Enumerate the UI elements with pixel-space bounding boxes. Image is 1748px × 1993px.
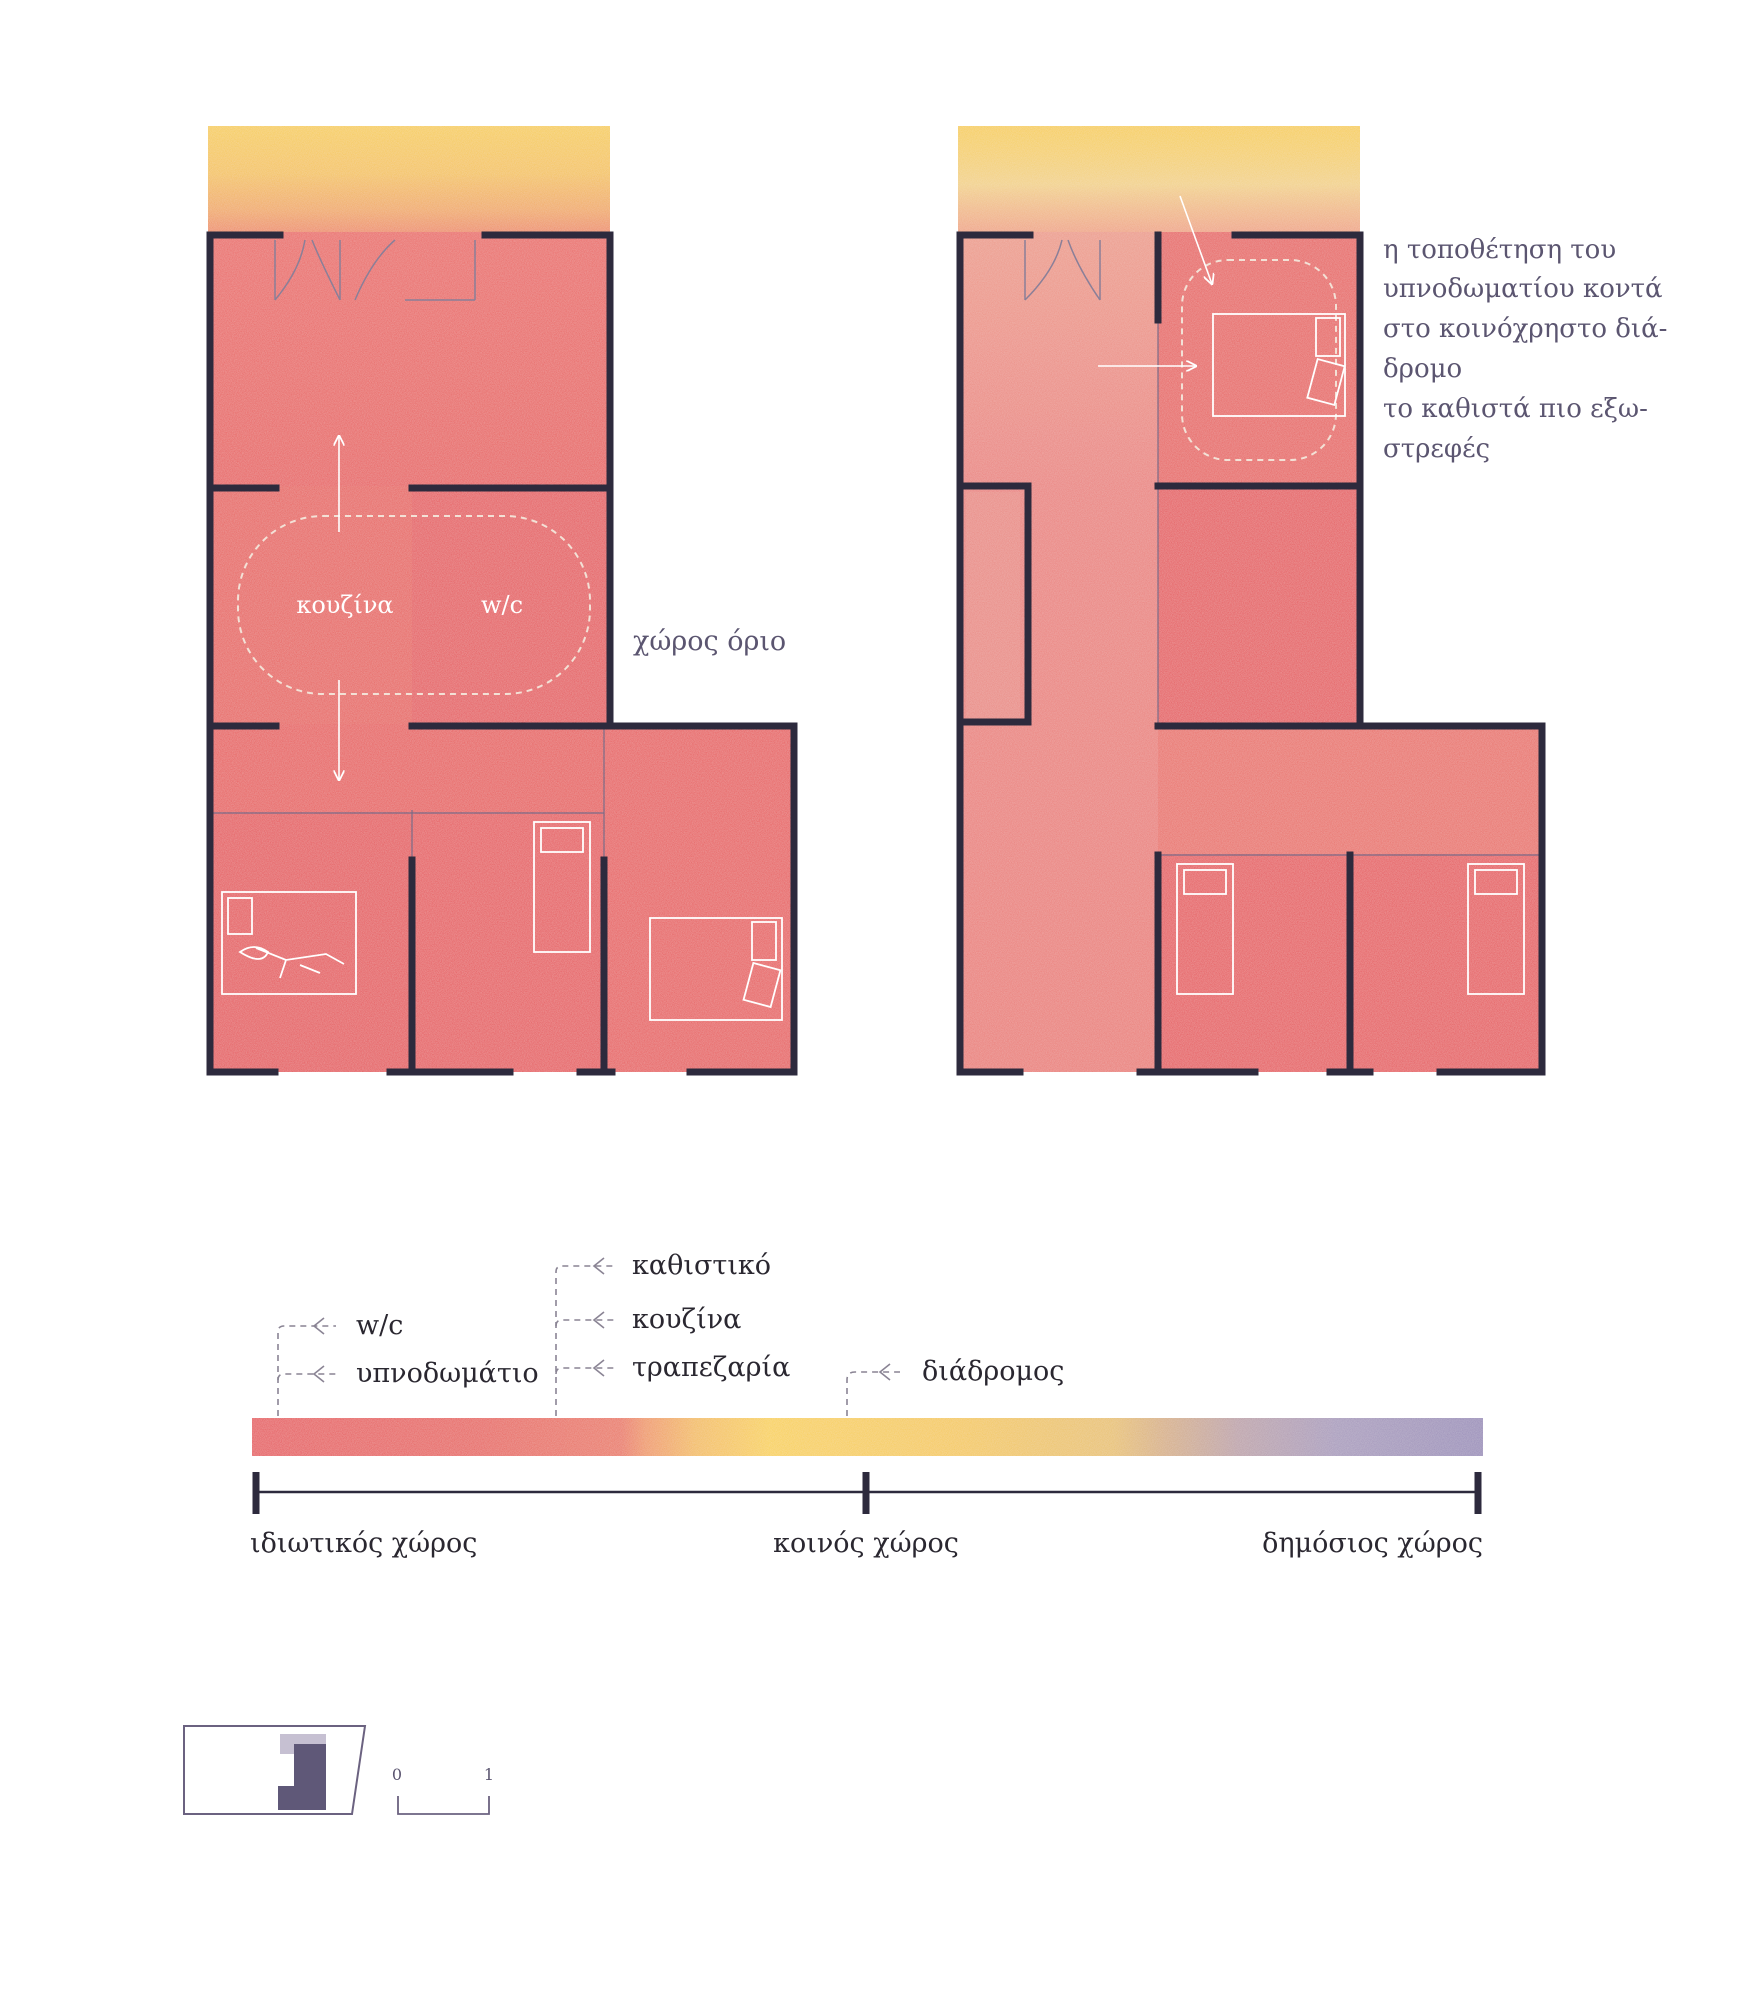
scale-end: 1	[483, 1765, 495, 1784]
floor-plan-right	[958, 126, 1667, 1072]
callout-leaders	[278, 1266, 900, 1416]
callout-living: καθιστικό	[632, 1250, 772, 1281]
room-mid-right	[1158, 486, 1360, 726]
living-room-left	[208, 232, 610, 486]
bedroom-a-right	[1158, 854, 1350, 1072]
privacy-scale-axis	[256, 1472, 1478, 1514]
building-shape	[278, 1786, 298, 1810]
porch-right	[958, 126, 1360, 232]
floor-plan-left	[208, 126, 794, 1072]
scale-label-public: δημόσιος χώρος	[1262, 1528, 1483, 1559]
bedroom-a-left	[208, 812, 412, 1072]
scale-label-private: ιδιωτικός χώρος	[250, 1528, 478, 1559]
porch-left	[208, 126, 610, 232]
threshold-label: χώρος όριο	[633, 626, 787, 657]
callout-bedroom: υπνοδωμάτιο	[356, 1358, 539, 1389]
scale-bar	[398, 1796, 489, 1814]
privacy-legend	[250, 1250, 1483, 1559]
callout-corridor: διάδρομος	[922, 1356, 1065, 1387]
site-outline	[184, 1726, 365, 1814]
note-line: το καθιστά πιο εξω-	[1383, 394, 1648, 424]
hall-band-right	[1158, 726, 1542, 854]
note-line: στο κοινόχρηστο διά-	[1383, 314, 1668, 344]
note-line: στρεφές	[1383, 434, 1491, 464]
callout-wc: w/c	[356, 1310, 404, 1341]
side-room-right	[966, 492, 1020, 722]
note-line: η τοποθέτηση του	[1383, 235, 1617, 265]
scale-start: 0	[391, 1765, 403, 1784]
privacy-gradient-bar	[252, 1418, 1483, 1456]
bedroom-top-right	[1158, 232, 1360, 486]
bedroom-b-right	[1350, 854, 1542, 1072]
bedroom-b-left	[412, 812, 604, 1072]
note-line: δρομο	[1383, 354, 1463, 384]
key-map	[184, 1726, 494, 1814]
callout-kitchen: κουζίνα	[632, 1304, 742, 1335]
scale-label-common: κοινός χώρος	[773, 1528, 959, 1559]
note-line: υπνοδωματίου κοντά	[1383, 274, 1663, 304]
building-shape	[294, 1744, 326, 1810]
callout-dining: τραπεζαρία	[632, 1352, 791, 1383]
kitchen-label: κουζίνα	[296, 591, 394, 619]
note-text	[1383, 235, 1667, 464]
wc-label: w/c	[480, 591, 524, 619]
